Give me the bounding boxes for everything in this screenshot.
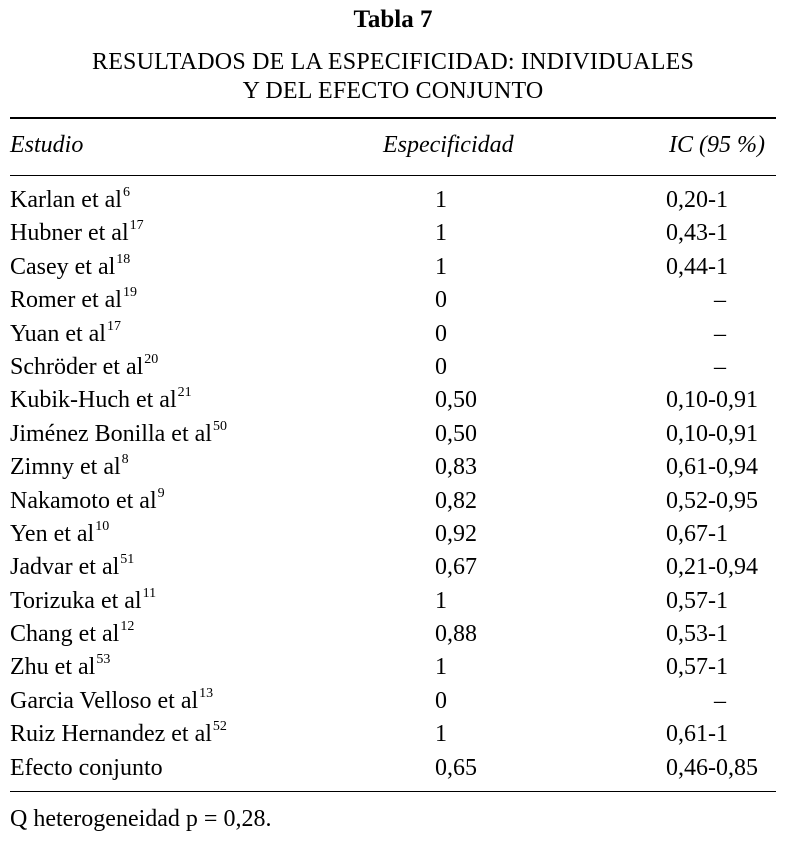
reference-number: 13 xyxy=(199,685,214,701)
ic-cell: 0,44-1 xyxy=(666,253,728,280)
reference-number: 21 xyxy=(177,385,192,401)
table-title-line1: RESULTADOS DE LA ESPECIFICIDAD: INDIVIDUALES xyxy=(91,49,694,75)
specificity-cell: 0,65 xyxy=(435,754,477,781)
ic-cell: 0,61-1 xyxy=(666,721,728,748)
study-cell xyxy=(10,284,137,317)
ic-cell: – xyxy=(714,287,726,314)
reference-number: 6 xyxy=(122,185,130,200)
study-cell xyxy=(10,685,213,718)
specificity-cell: 1 xyxy=(435,654,447,681)
specificity-cell: 0,83 xyxy=(435,454,477,481)
table-number: Tabla 7 xyxy=(353,6,433,33)
reference-number: 17 xyxy=(106,318,121,334)
top-rule xyxy=(10,117,776,119)
study-name: Chang et al xyxy=(10,621,120,648)
specificity-cell: 1 xyxy=(435,721,447,748)
study-name: Zhu et al xyxy=(10,654,96,681)
ic-cell: 0,10-0,91 xyxy=(666,420,758,447)
reference-number: 17 xyxy=(129,218,144,234)
study-name: Ruiz Hernandez et al xyxy=(10,721,212,748)
study-cell xyxy=(10,651,110,684)
study-cell xyxy=(10,418,227,451)
ic-cell: – xyxy=(714,320,726,347)
table-row xyxy=(10,685,776,718)
reference-number: 53 xyxy=(96,652,111,668)
table-row xyxy=(10,618,776,651)
ic-cell: 0,20-1 xyxy=(666,187,728,213)
specificity-cell: 0,92 xyxy=(435,520,477,547)
header-study: Estudio xyxy=(10,132,84,158)
specificity-cell: 1 xyxy=(435,587,447,614)
header-ic: IC (95 %) xyxy=(669,132,765,158)
specificity-cell: 0,67 xyxy=(435,554,477,581)
study-cell xyxy=(10,384,192,417)
ic-cell: – xyxy=(714,687,726,714)
bottom-rule xyxy=(10,791,776,792)
ic-cell: 0,10-0,91 xyxy=(666,387,758,414)
reference-number: 12 xyxy=(120,619,135,635)
table-row xyxy=(10,718,776,751)
table-row xyxy=(10,551,776,584)
reference-number: 50 xyxy=(212,418,227,434)
study-cell xyxy=(10,451,129,484)
specificity-cell: 0 xyxy=(435,353,447,380)
ic-cell: 0,67-1 xyxy=(666,520,728,547)
ic-cell: 0,21-0,94 xyxy=(666,554,758,581)
table-footnote: Q heterogeneidad p = 0,28. xyxy=(10,806,272,833)
table-row xyxy=(10,651,776,684)
table-row xyxy=(10,184,776,217)
study-name: Nakamoto et al xyxy=(10,487,157,514)
study-name: Schröder et al xyxy=(10,353,144,380)
table-row xyxy=(10,752,776,785)
table-title xyxy=(10,48,776,106)
ic-cell: 0,46-0,85 xyxy=(666,754,758,781)
specificity-cell: 0,50 xyxy=(435,387,477,414)
ic-cell: 0,43-1 xyxy=(666,220,728,247)
study-cell xyxy=(10,551,134,584)
table-row xyxy=(10,318,776,351)
reference-number: 19 xyxy=(122,285,137,301)
table-title-line2: Y DEL EFECTO CONJUNTO xyxy=(242,78,544,104)
table-row xyxy=(10,418,776,451)
table-row xyxy=(10,518,776,551)
study-cell xyxy=(10,585,156,618)
ic-cell: 0,61-0,94 xyxy=(666,454,758,481)
study-name: Hubner et al xyxy=(10,220,129,247)
table-row xyxy=(10,585,776,618)
specificity-cell: 0 xyxy=(435,287,447,314)
table-row xyxy=(10,384,776,417)
ic-cell: 0,57-1 xyxy=(666,587,728,614)
study-name: Casey et al xyxy=(10,253,116,280)
study-name: Garcia Velloso et al xyxy=(10,687,199,714)
specificity-cell: 1 xyxy=(435,220,447,247)
table-body xyxy=(10,184,776,785)
study-name: Romer et al xyxy=(10,287,122,314)
specificity-cell: 0,82 xyxy=(435,487,477,514)
study-name: Zimny et al xyxy=(10,454,121,481)
study-cell xyxy=(10,518,109,551)
reference-number: 9 xyxy=(157,485,165,501)
study-cell xyxy=(10,318,121,351)
specificity-cell: 1 xyxy=(435,187,447,213)
header-specificity: Especificidad xyxy=(383,132,514,158)
table-row xyxy=(10,451,776,484)
study-cell xyxy=(10,217,144,250)
reference-number: 11 xyxy=(142,585,157,601)
table-row xyxy=(10,284,776,317)
specificity-cell: 0,50 xyxy=(435,420,477,447)
study-name: Efecto conjunto xyxy=(10,754,163,781)
reference-number: 18 xyxy=(116,251,131,267)
study-name: Torizuka et al xyxy=(10,587,142,614)
reference-number: 20 xyxy=(144,351,159,367)
reference-number: 8 xyxy=(121,452,129,468)
study-name: Jiménez Bonilla et al xyxy=(10,420,212,447)
study-cell xyxy=(10,184,130,217)
table-row xyxy=(10,251,776,284)
table-container xyxy=(10,0,776,834)
study-name: Karlan et al xyxy=(10,187,122,213)
header-rule xyxy=(10,175,776,176)
study-cell xyxy=(10,351,158,384)
table-row xyxy=(10,485,776,518)
ic-cell: 0,57-1 xyxy=(666,654,728,681)
study-cell xyxy=(10,718,227,751)
study-name: Kubik-Huch et al xyxy=(10,387,177,414)
study-name: Yuan et al xyxy=(10,320,106,347)
reference-number: 52 xyxy=(212,719,227,735)
study-name: Yen et al xyxy=(10,520,95,547)
reference-number: 10 xyxy=(95,518,110,534)
ic-cell: 0,53-1 xyxy=(666,621,728,648)
study-cell xyxy=(10,752,163,785)
table-row xyxy=(10,351,776,384)
ic-cell: – xyxy=(714,353,726,380)
specificity-cell: 0,88 xyxy=(435,621,477,648)
study-cell xyxy=(10,251,130,284)
specificity-cell: 1 xyxy=(435,253,447,280)
study-name: Jadvar et al xyxy=(10,554,120,581)
reference-number: 51 xyxy=(120,552,135,568)
study-cell xyxy=(10,618,134,651)
specificity-cell: 0 xyxy=(435,320,447,347)
table-row xyxy=(10,217,776,250)
table-header-row xyxy=(10,123,776,167)
specificity-cell: 0 xyxy=(435,687,447,714)
ic-cell: 0,52-0,95 xyxy=(666,487,758,514)
study-cell xyxy=(10,485,165,518)
